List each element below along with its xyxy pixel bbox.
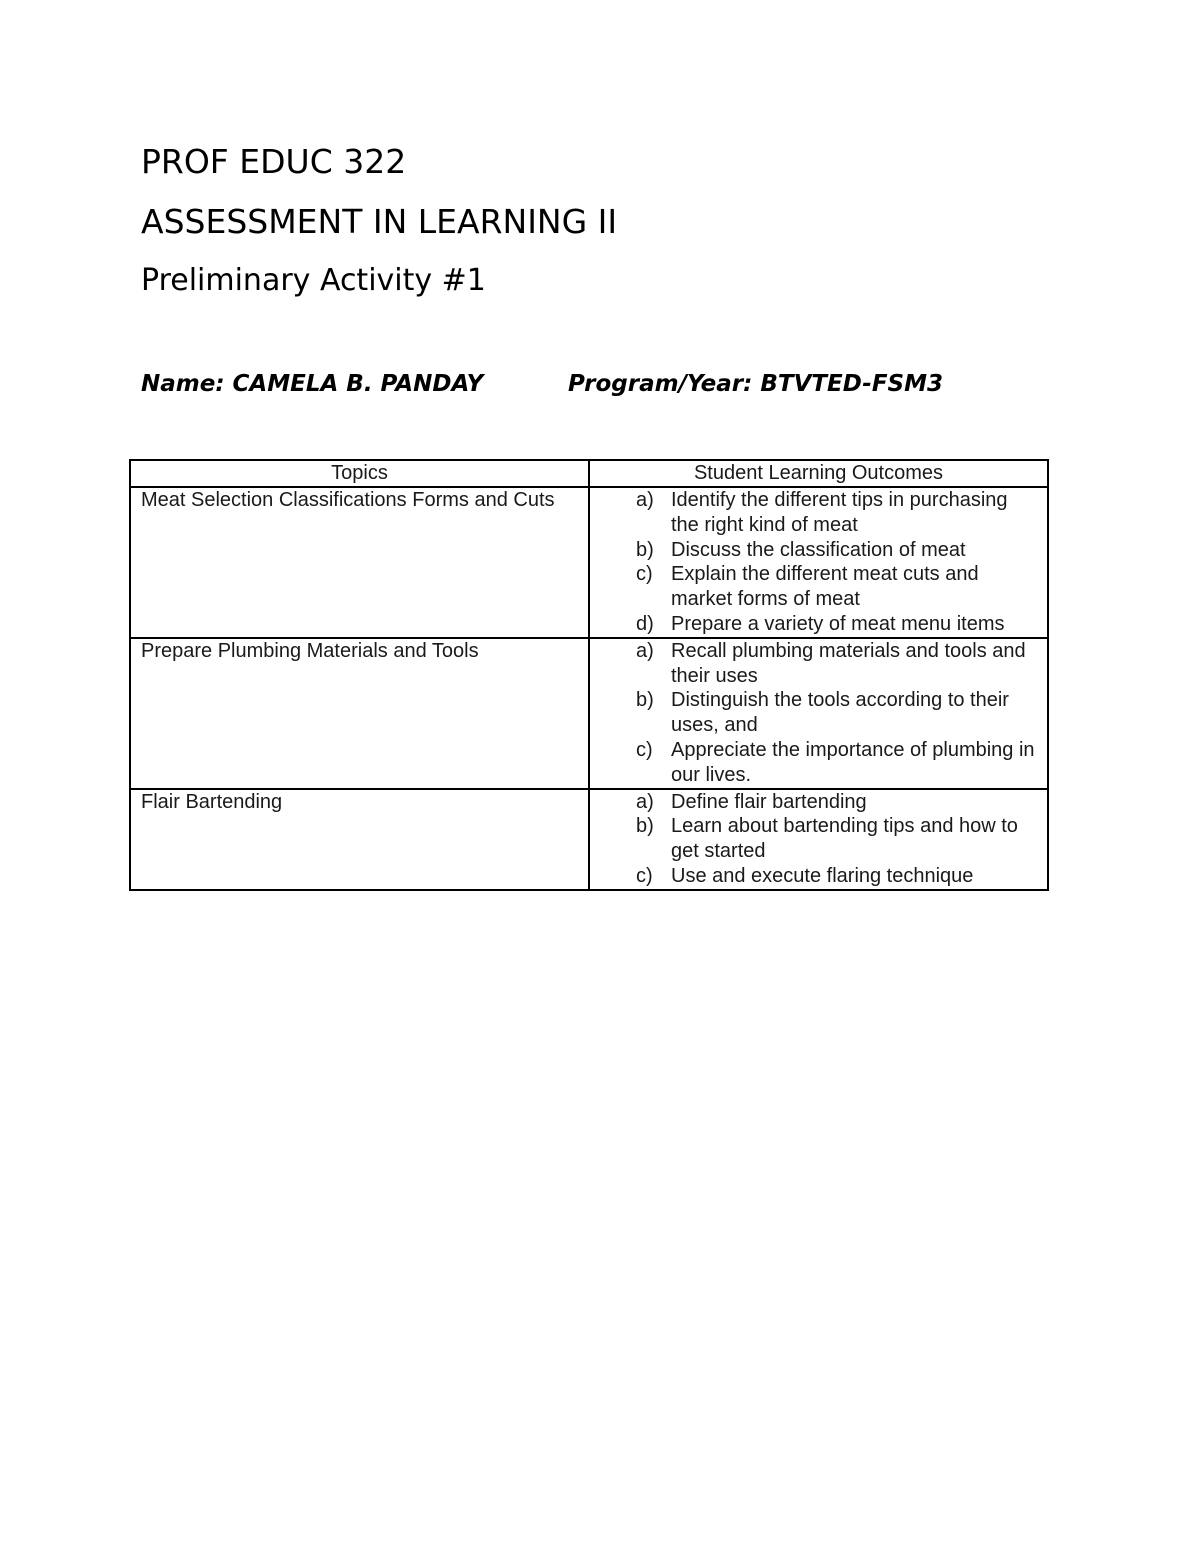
list-item — [600, 612, 1037, 637]
outcome-text: Appreciate the importance of plumbing in our lives. — [671, 738, 1035, 786]
outcome-text: Identify the different tips in purchasing the right kind of meat — [671, 489, 1008, 536]
list-marker: b) — [636, 538, 654, 561]
column-header-outcomes: Student Learning Outcomes — [589, 460, 1048, 487]
list-item — [600, 562, 1037, 612]
list-item — [600, 688, 1037, 738]
list-item — [600, 639, 1037, 689]
list-marker: a) — [636, 790, 654, 813]
list-item — [600, 790, 1037, 815]
list-marker: b) — [636, 815, 654, 838]
list-item — [600, 738, 1037, 788]
outcome-text: Define flair bartending — [671, 790, 867, 813]
table-row — [130, 789, 1048, 890]
list-item — [600, 538, 1037, 563]
list-marker: d) — [636, 612, 654, 635]
outcomes-cell — [589, 638, 1048, 789]
outcomes-cell — [589, 487, 1048, 638]
outcomes-list — [600, 790, 1037, 889]
list-item — [600, 814, 1037, 864]
program-year: Program/Year: BTVTED-FSM3 — [568, 371, 943, 397]
topic-cell: Flair Bartending — [130, 789, 589, 890]
outcome-text: Discuss the classification of meat — [671, 538, 966, 561]
list-marker: c) — [636, 563, 653, 586]
outcomes-table — [129, 459, 1049, 891]
outcome-text: Distinguish the tools according to their uses, and — [671, 689, 1009, 737]
table-row — [130, 638, 1048, 789]
outcome-text: Prepare a variety of meat menu items — [671, 612, 1005, 635]
outcome-text: Explain the different meat cuts and market forms of meat — [671, 563, 979, 611]
outcomes-list — [600, 639, 1037, 788]
list-marker: b) — [636, 689, 654, 712]
topic-cell: Meat Selection Classifications Forms and Cuts — [130, 487, 589, 638]
table-row — [130, 487, 1048, 638]
outcome-text: Use and execute flaring technique — [671, 864, 974, 887]
list-marker: c) — [636, 738, 653, 761]
course-code: PROF EDUC 322 — [141, 142, 407, 181]
outcomes-cell — [589, 789, 1048, 890]
outcome-text: Recall plumbing materials and tools and their uses — [671, 639, 1026, 687]
list-marker: c) — [636, 864, 653, 887]
topic-cell: Prepare Plumbing Materials and Tools — [130, 638, 589, 789]
list-item — [600, 864, 1037, 889]
list-marker: a) — [636, 639, 654, 662]
outcomes-list — [600, 488, 1037, 637]
list-item — [600, 488, 1037, 538]
column-header-topics: Topics — [130, 460, 589, 487]
activity-title: Preliminary Activity #1 — [141, 263, 486, 298]
student-name: Name: CAMELA B. PANDAY — [141, 371, 484, 397]
list-marker: a) — [636, 489, 654, 511]
table-header-row — [130, 460, 1048, 487]
outcome-text: Learn about bartending tips and how to get started — [671, 815, 1018, 863]
course-title: ASSESSMENT IN LEARNING II — [141, 202, 618, 241]
